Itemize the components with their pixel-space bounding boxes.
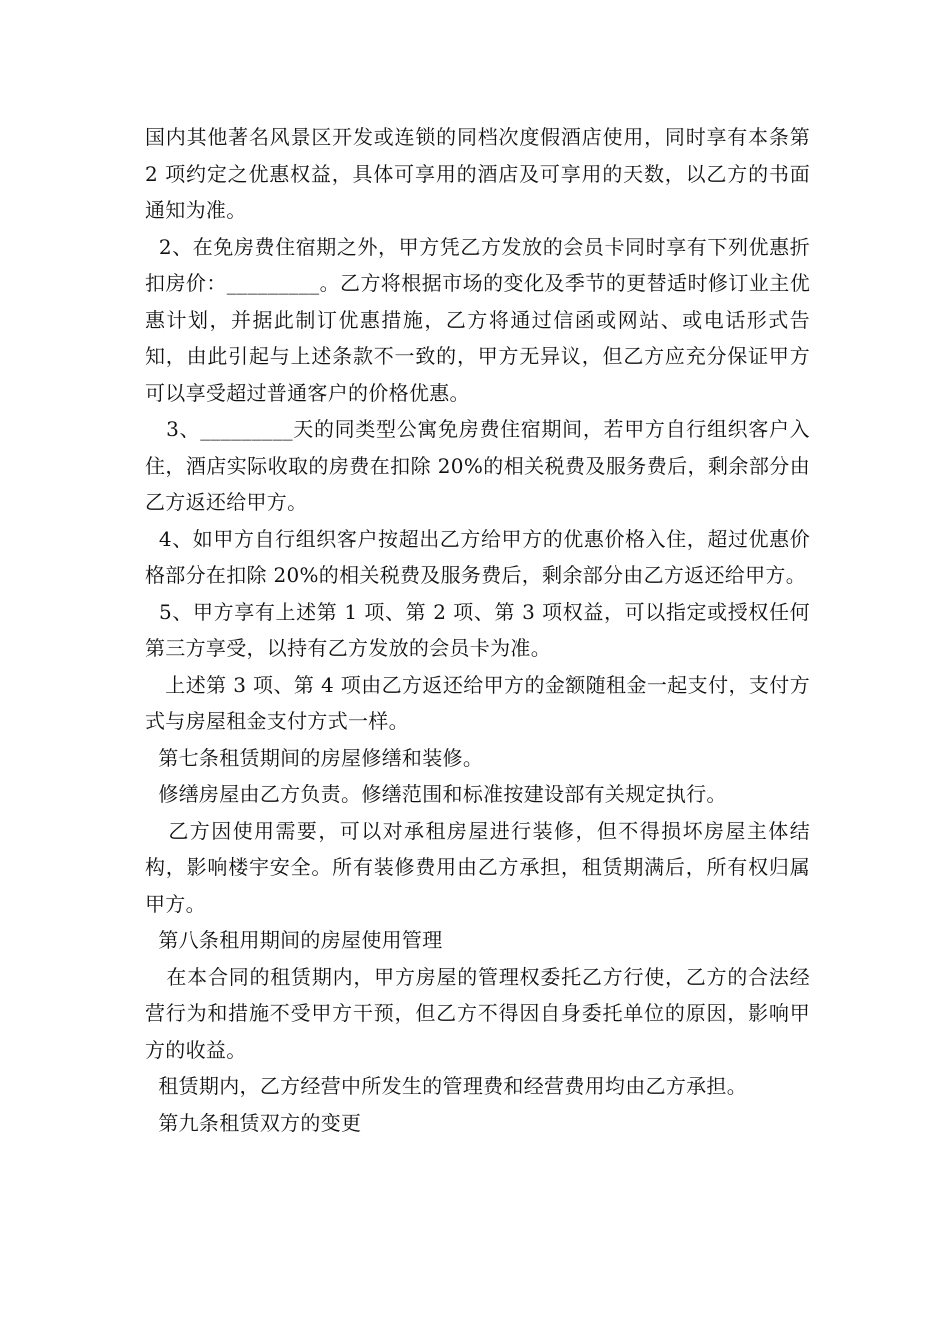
- document-body: [145, 119, 817, 1141]
- section-heading-8: 第八条租用期间的房屋使用管理: [145, 928, 443, 952]
- paragraph-12: 租赁期内，乙方经营中所发生的管理费和经营费用均由乙方承担。: [145, 1074, 748, 1098]
- paragraph-1: 国内其他著名风景区开发或连锁的同档次度假酒店使用，同时享有本条第 2 项约定之优惠权益，具体可享用的酒店及可享用的天数，以乙方的书面通知为准。: [145, 125, 817, 222]
- section-heading-9: 第九条租赁双方的变更: [145, 1110, 362, 1135]
- paragraph-8: 修缮房屋由乙方负责。修缮范围和标准按建设部有关规定执行。: [145, 782, 727, 806]
- paragraph-4: 4、如甲方自行组织客户按超出乙方给甲方的优惠价格入住，超过优惠价格部分在扣除 20%的相关税费及服务费后，剩余部分由乙方返还给甲方。: [145, 526, 810, 587]
- section-heading-7: 第七条租赁期间的房屋修缮和装修。: [145, 745, 484, 770]
- paragraph-11: 在本合同的租赁期内，甲方房屋的管理权委托乙方行使，乙方的合法经营行为和措施不受甲方干预，但乙方不得因自身委托单位的原因，影响甲方的收益。: [145, 964, 810, 1062]
- paragraph-5: 5、甲方享有上述第 1 项、第 2 项、第 3 项权益，可以指定或授权任何第三方享受，以持有乙方发放的会员卡为准。: [145, 599, 810, 660]
- paragraph-2: 2、在免房费住宿期之外，甲方凭乙方发放的会员卡同时享有下列优惠折扣房价：_________。乙方将根据市场的变化及季节的更替适时修订业主优惠计划，并据此制订优惠措施，乙方将通过信函或网站、或电话形式告知，由此引起与上述条款不一致的，甲方无异议，但乙方应充分保证甲方可以享受超过普通客户的价格优惠。: [145, 234, 810, 405]
- paragraph-9: 乙方因使用需要，可以对承租房屋进行装修，但不得损坏房屋主体结构，影响楼宇安全。所有装修费用由乙方承担，租赁期满后，所有权归属甲方。: [145, 818, 810, 916]
- paragraph-6: 上述第 3 项、第 4 项由乙方返还给甲方的金额随租金一起支付，支付方式与房屋租金支付方式一样。: [145, 672, 810, 733]
- paragraph-3: 3、_________天的同类型公寓免房费住宿期间，若甲方自行组织客户入住，酒店实际收取的房费在扣除 20%的相关税费及服务费后，剩余部分由乙方返还给甲方。: [145, 417, 810, 514]
